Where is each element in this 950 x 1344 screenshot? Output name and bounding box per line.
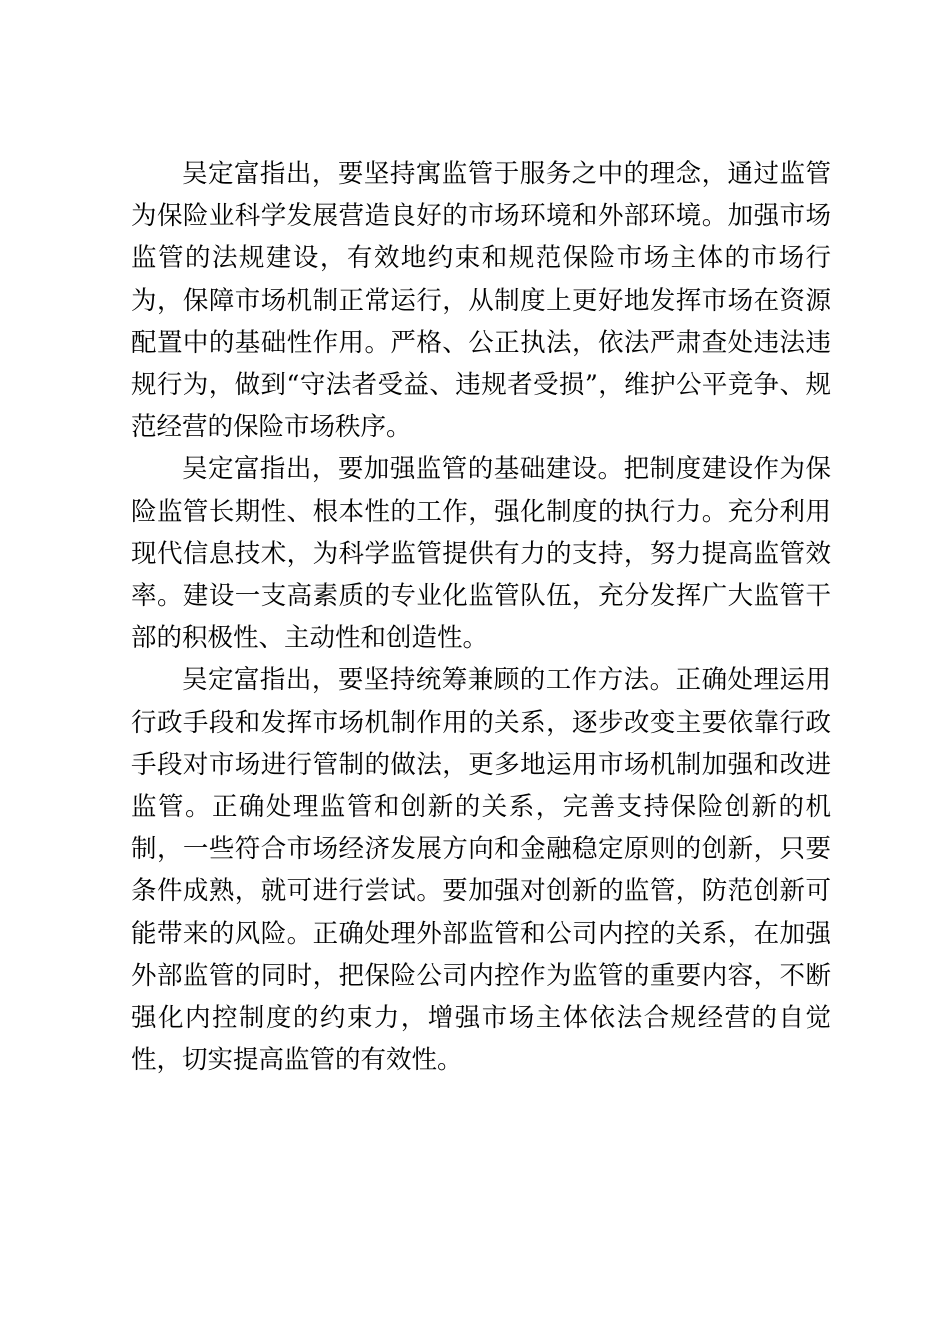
document-body [131,153,831,1081]
paragraph-work-method: 吴定富指出，要坚持统筹兼顾的工作方法。正确处理运用行政手段和发挥市场机制作用的关系，逐步改变主要依靠行政手段对市场进行管制的做法，更多地运用市场机制加强和改进监管。正确处理监管和创新的关系，完善支持保险创新的机制，一些符合市场经济发展方向和金融稳定原则的创新，只要条件成熟，就可进行尝试。要加强对创新的监管，防范创新可能带来的风险。正确处理外部监管和公司内控的关系，在加强外部监管的同时，把保险公司内控作为监管的重要内容，不断强化内控制度的约束力，增强市场主体依法合规经营的自觉性，切实提高监管的有效性。 [131,665,831,1076]
paragraph-basic-construction: 吴定富指出，要加强监管的基础建设。把制度建设作为保险监管长期性、根本性的工作，强化制度的执行力。充分利用现代信息技术，为科学监管提供有力的支持，努力提高监管效率。建设一支高素质的专业化监管队伍，充分发挥广大监管干部的积极性、主动性和创造性。 [131,454,831,654]
paragraph-supervision-service: 吴定富指出，要坚持寓监管于服务之中的理念，通过监管为保险业科学发展营造良好的市场环境和外部环境。加强市场监管的法规建设，有效地约束和规范保险市场主体的市场行为，保障市场机制正常运行，从制度上更好地发挥市场在资源配置中的基础性作用。严格、公正执法，依法严肃查处违法违规行为，做到“守法者受益、违规者受损”，维护公平竞争、规范经营的保险市场秩序。 [131,159,831,443]
